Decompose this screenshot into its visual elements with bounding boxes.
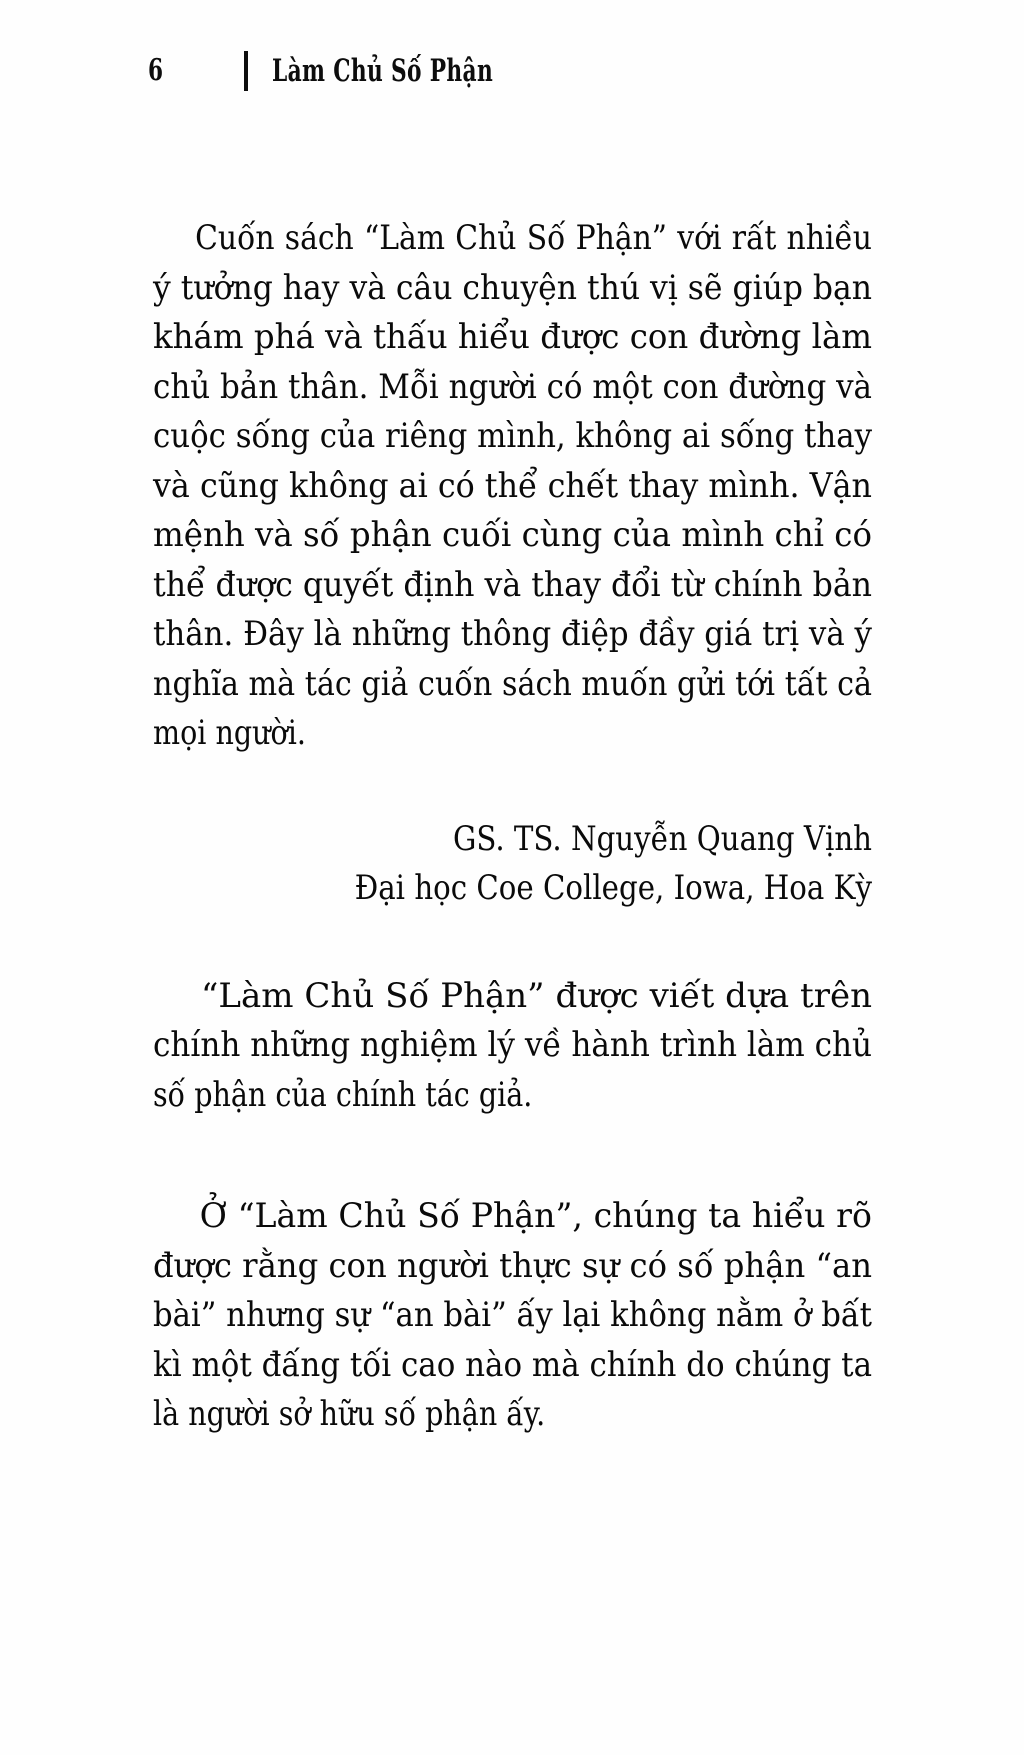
text-line: nghĩa mà tác giả cuốn sách muốn gửi tới tất cả xyxy=(153,663,873,704)
text-line: Ở “Làm Chủ Số Phận”, chúng ta hiểu rõ xyxy=(199,1196,872,1236)
text-line: chủ bản thân. Mỗi người có một con đường và xyxy=(153,366,873,407)
body-text-column xyxy=(153,214,872,1440)
text-line: khám phá và thấu hiểu được con đường làm xyxy=(153,317,872,357)
vertical-bar-icon xyxy=(244,51,248,91)
running-head xyxy=(148,48,588,94)
text-line: thân. Đây là những thông điệp đầy giá trị và ý xyxy=(153,614,872,654)
text-line: kì một đấng tối cao nào mà chính do chúng ta xyxy=(153,1344,873,1385)
attribution-block xyxy=(153,815,872,914)
paragraph-spacer xyxy=(153,1120,872,1192)
text-line: cuộc sống của riêng mình, không ai sống thay xyxy=(153,416,872,456)
text-line: mệnh và số phận cuối cùng của mình chỉ có xyxy=(153,515,872,555)
paragraph-spacer xyxy=(153,914,872,972)
text-line: thể được quyết định và thay đổi từ chính bản xyxy=(153,564,873,605)
text-line: chính những nghiệm lý về hành trình làm chủ xyxy=(153,1025,873,1065)
paragraph-two xyxy=(153,972,872,1121)
text-line: “Làm Chủ Số Phận” được viết dựa trên xyxy=(201,975,872,1016)
paragraph-spacer xyxy=(153,759,872,815)
running-title: Làm Chủ Số Phận xyxy=(272,53,494,89)
text-line: được rằng con người thực sự có số phận “an xyxy=(153,1245,872,1286)
text-line: mọi người. xyxy=(153,713,306,753)
attribution-affiliation: Đại học Coe College, Iowa, Hoa Kỳ xyxy=(354,868,872,908)
text-line: Cuốn sách “Làm Chủ Số Phận” với rất nhiều xyxy=(195,218,873,258)
text-line: và cũng không ai có thể chết thay mình. Vận xyxy=(153,465,872,506)
text-line: bài” nhưng sự “an bài” ấy lại không nằm ở bất xyxy=(153,1295,872,1335)
text-line: ý tưởng hay và câu chuyện thú vị sẽ giúp bạn xyxy=(153,267,872,308)
paragraph-three xyxy=(153,1192,872,1440)
page-number: 6 xyxy=(148,53,164,88)
text-line: là người sở hữu số phận ấy. xyxy=(153,1394,546,1434)
text-line: số phận của chính tác giả. xyxy=(153,1074,533,1115)
paragraph-foreword-quote xyxy=(153,214,872,759)
attribution-name: GS. TS. Nguyễn Quang Vịnh xyxy=(452,818,872,859)
